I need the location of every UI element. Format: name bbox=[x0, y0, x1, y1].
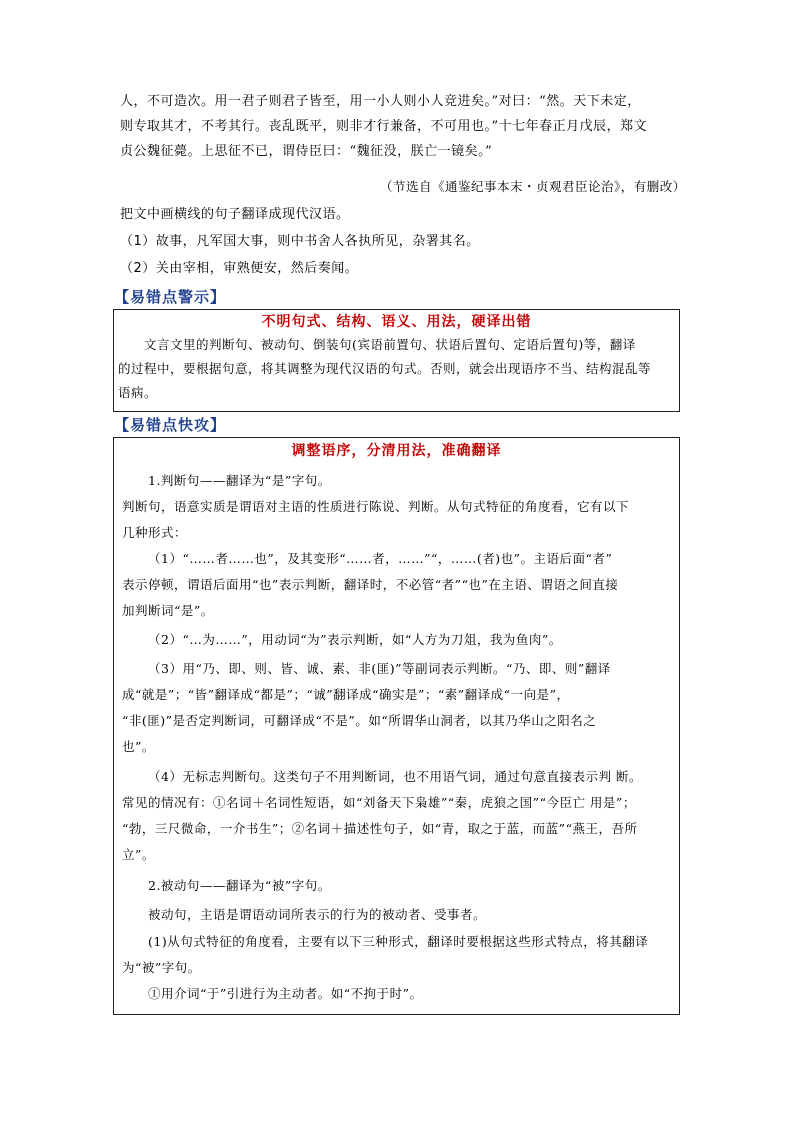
tips-tag: 【易错点快攻】 bbox=[114, 416, 227, 434]
tips-line: 几种形式： bbox=[122, 525, 188, 540]
warning-line: 的过程中，要根据句意，将其调整为现代汉语的句式。否则，就会出现语序不当、结构混乱等 bbox=[118, 361, 652, 376]
tips-line: 立”。 bbox=[122, 847, 155, 862]
tips-line: 为“被”字句。 bbox=[122, 960, 201, 975]
tips-line: 被动句，主语是谓语动词所表示的行为的被动者、受事者。 bbox=[148, 907, 487, 922]
tips-line: （3）用“乃、即、则、皆、诚、素、非(匪)”等副词表示判断。“乃、即、则”翻译 bbox=[148, 661, 611, 676]
warning-line: 文言文里的判断句、被动句、倒装句(宾语前置句、状语后置句、定语后置句)等，翻译 bbox=[144, 337, 636, 352]
question-item: （2）关由宰相，审熟便安，然后奏闻。 bbox=[120, 261, 359, 276]
tips-line: 也”。 bbox=[122, 739, 155, 754]
passage-line: 贞公魏征薨。上思征不已，谓侍臣曰：“魏征没，朕亡一镜矣。” bbox=[120, 144, 493, 159]
warning-box bbox=[113, 309, 680, 412]
tips-line: 1.判断句——翻译为“是”字句。 bbox=[148, 473, 331, 488]
tips-title: 调整语序，分清用法，准确翻译 bbox=[291, 443, 502, 459]
tips-line: “非(匪)”是否定判断词，可翻译成“不是”。如“所谓华山洞者，以其乃华山之阳名之 bbox=[122, 713, 597, 728]
tips-line: （1）“……者……也”，及其变形“……者，……”“，……(者)也”。主语后面“者” bbox=[148, 551, 613, 566]
tips-line: 成“就是”；“皆”翻译成“都是”；“诚”翻译成“确实是”；“素”翻译成“一向是”， bbox=[122, 687, 570, 702]
passage-source: （节选自《通鉴纪事本末・贞观君臣论治》，有删改） bbox=[380, 179, 686, 194]
tips-line: 表示停顿，谓语后面用“也”表示判断，翻译时，不必管“者”“也”在主语、谓语之间直接 bbox=[122, 577, 619, 592]
warning-tag: 【易错点警示】 bbox=[114, 288, 227, 306]
tips-line: 判断句，语意实质是谓语对主语的性质进行陈说、判断。从句式特征的角度看，它有以下 bbox=[122, 499, 630, 514]
question-prompt: 把文中画横线的句子翻译成现代汉语。 bbox=[120, 207, 350, 222]
tips-line: 常见的情况有：①名词＋名词性短语，如“刘备天下枭雄”“秦，虎狼之国”“今臣亡 用是”； bbox=[122, 795, 636, 810]
tips-line: （4）无标志判断句。这类句子不用判断词，也不用语气词，通过句意直接表示判 断。 bbox=[148, 769, 642, 784]
warning-line: 语病。 bbox=[118, 385, 158, 400]
warning-title: 不明句式、结构、语义、用法，硬译出错 bbox=[261, 314, 532, 330]
tips-line: “勃，三尺微命，一介书生”；②名词＋描述性句子，如“青，取之于蓝，而蓝”“燕王，吾所 bbox=[122, 821, 638, 836]
question-item: （1）故事，凡军国大事，则中书舍人各执所见，杂署其名。 bbox=[120, 234, 480, 249]
tips-line: 加判断词“是”。 bbox=[122, 603, 214, 618]
tips-line: ①用介词“于”引进行为主动者。如“不拘于时”。 bbox=[148, 986, 423, 1001]
tips-line: 2.被动句——翻译为“被”字句。 bbox=[148, 878, 331, 893]
tips-box bbox=[113, 437, 680, 1015]
tips-line: （2）“…为……”，用动词“为”表示判断，如“人方为刀俎，我为鱼肉”。 bbox=[148, 632, 562, 647]
passage-line: 人，不可造次。用一君子则君子皆至，用一小人则小人竞进矣。”对曰：“然。天下未定， bbox=[120, 94, 641, 109]
passage-line: 则专取其才，不考其行。丧乱既平，则非才行兼备，不可用也。”十七年春正月戊辰，郑文 bbox=[120, 119, 648, 134]
tips-line: (1)从句式特征的角度看，主要有以下三种形式，翻译时要根据这些形式特点，将其翻译 bbox=[148, 934, 649, 949]
